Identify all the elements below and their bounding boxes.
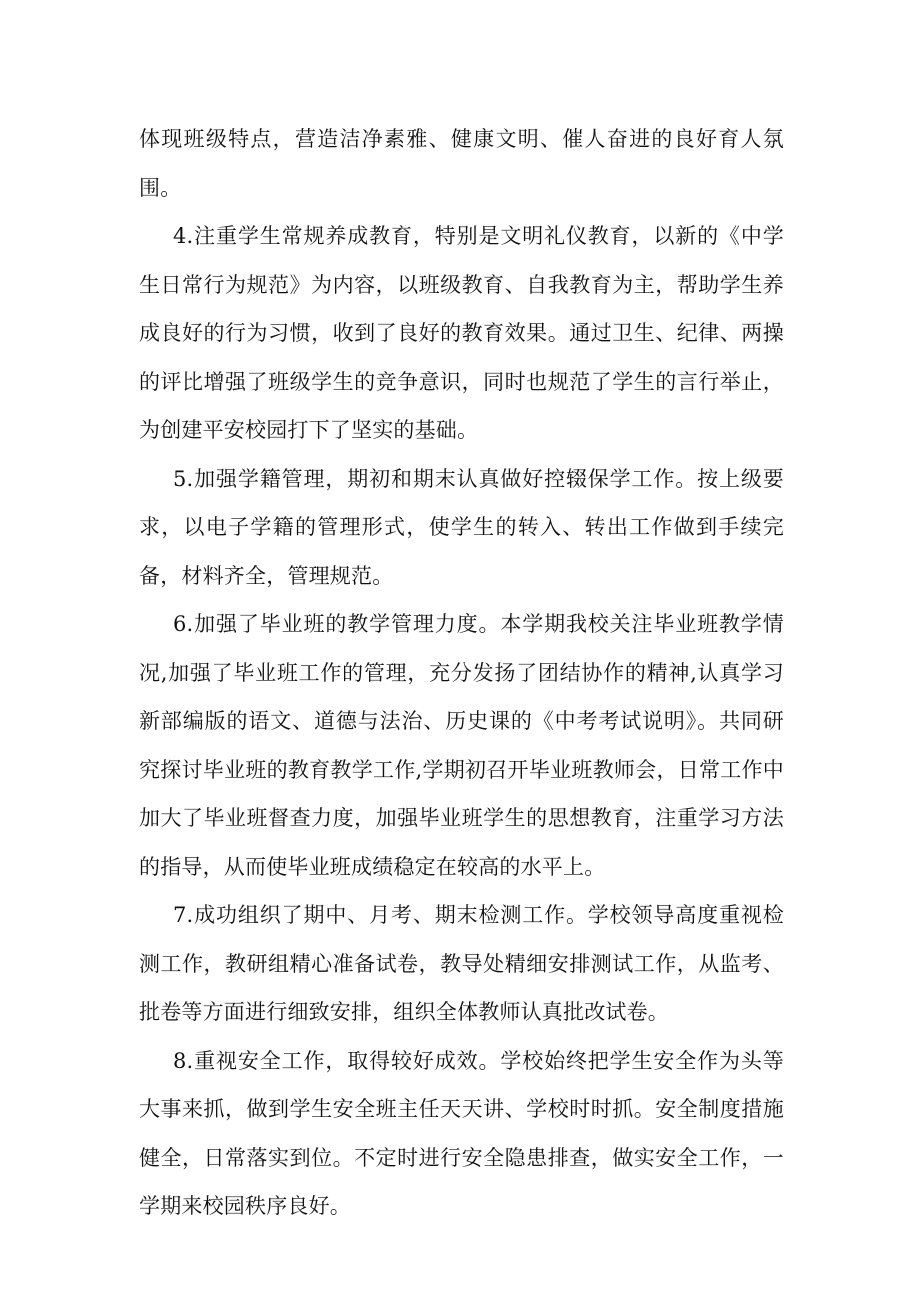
paragraph-item-4: 4.注重学生常规养成教育，特别是文明礼仪教育，以新的《中学生日常行为规范》为内容，以班级教育、自我教育为主，帮助学生养成良好的行为习惯，收到了良好的教育效果。通过卫生、纪律、两操的评比增强了班级学生的竞争意识，同时也规范了学生的言行举止，为创建平安校园打下了坚实的基础。 — [139, 224, 784, 442]
document-body — [139, 115, 784, 1231]
paragraph-continuation: 体现班级特点，营造洁净素雅、健康文明、催人奋进的良好育人氛围。 — [139, 127, 784, 200]
paragraph-item-5: 5.加强学籍管理，期初和期末认真做好控辍保学工作。按上级要求，以电子学籍的管理形式，使学生的转入、转出工作做到手续完备，材料齐全，管理规范。 — [139, 466, 784, 588]
paragraph-item-8: 8.重视安全工作，取得较好成效。学校始终把学生安全作为头等大事来抓，做到学生安全班主任天天讲、学校时时抓。安全制度措施健全，日常落实到位。不定时进行安全隐患排查，做实安全工作，一学期来校园秩序良好。 — [139, 1048, 784, 1218]
paragraph-item-7: 7.成功组织了期中、月考、期末检测工作。学校领导高度重视检测工作，教研组精心准备试卷，教导处精细安排测试工作，从监考、批卷等方面进行细致安排，组织全体教师认真批改试卷。 — [139, 903, 784, 1024]
paragraph-item-6: 6.加强了毕业班的教学管理力度。本学期我校关注毕业班教学情况,加强了毕业班工作的管理，充分发扬了团结协作的精神,认真学习新部编版的语文、道德与法治、历史课的《中考考试说明》。共同研究探讨毕业班的教育教学工作,学期初召开毕业班教师会，日常工作中加大了毕业班督查力度，加强毕业班学生的思想教育，注重学习方法的指导，从而使毕业班成绩稳定在较高的水平上。 — [139, 612, 784, 879]
